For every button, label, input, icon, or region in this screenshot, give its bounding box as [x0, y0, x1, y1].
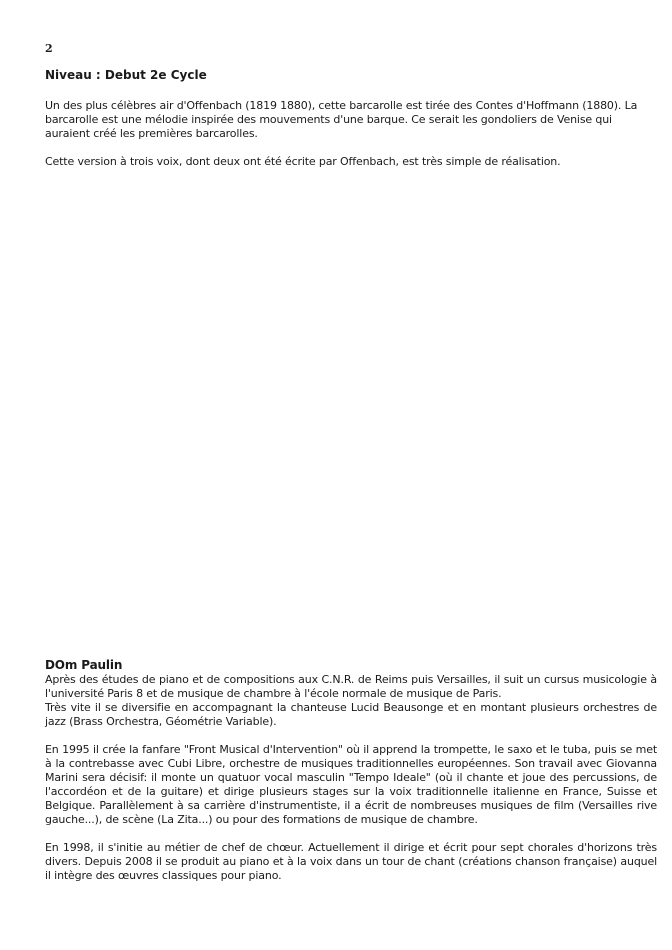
- page-number: 2: [45, 42, 53, 55]
- intro-paragraph: Cette version à trois voix, dont deux ont été écrite par Offenbach, est très simple de réalisation.: [45, 155, 561, 168]
- bio-paragraph: Très vite il se diversifie en accompagnant la chanteuse Lucid Beausonge et en montant plusieurs orchestres de jazz (Brass Orchestra, Géométrie Variable).: [45, 701, 657, 728]
- bio-paragraph: En 1998, il s'initie au métier de chef de chœur. Actuellement il dirige et écrit pour sept chorales d'horizons très divers. Depuis 2008 il se produit au piano et à la voix dans un tour de chant (créations chanson française) auquel il intègre des œuvres classiques pour piano.: [45, 841, 657, 882]
- intro-section: [45, 99, 657, 183]
- level-heading: Niveau : Debut 2e Cycle: [45, 68, 207, 82]
- bio-paragraph: En 1995 il crée la fanfare "Front Musical d'Intervention" où il apprend la trompette, le saxo et le tuba, puis se met à la contrebasse avec Cubi Libre, orchestre de musiques traditionnelles européennes. Son travail avec Giovanna Marini sera décisif: il monte un quatuor vocal masculin "Tempo Ideale" (où il chante et joue des percussions, de l'accordéon et de la guitare) et dirige plusieurs stages sur la voix traditionnelle italienne en France, Suisse et Belgique. Parallèlement à sa carrière d'instrumentiste, il a écrit de nombreuses musiques de film (Versailles rive gauche...), de scène (La Zita...) ou pour des formations de musique de chambre.: [45, 743, 657, 826]
- intro-paragraph: Un des plus célèbres air d'Offenbach (1819 1880), cette barcarolle est tirée des Contes d'Hoffmann (1880). La barcarolle est une mélodie inspirée des mouvements d'une barque. Ce serait les gondoliers de Venise qui auraient créé les premières barcarolles.: [45, 99, 638, 140]
- author-name: DOm Paulin: [45, 658, 123, 672]
- bio-paragraph: Après des études de piano et de compositions aux C.N.R. de Reims puis Versailles, il suit un cursus musicologie à l'université Paris 8 et de musique de chambre à l'école normale de musique de Paris.: [45, 673, 657, 700]
- biography-section: [45, 658, 657, 883]
